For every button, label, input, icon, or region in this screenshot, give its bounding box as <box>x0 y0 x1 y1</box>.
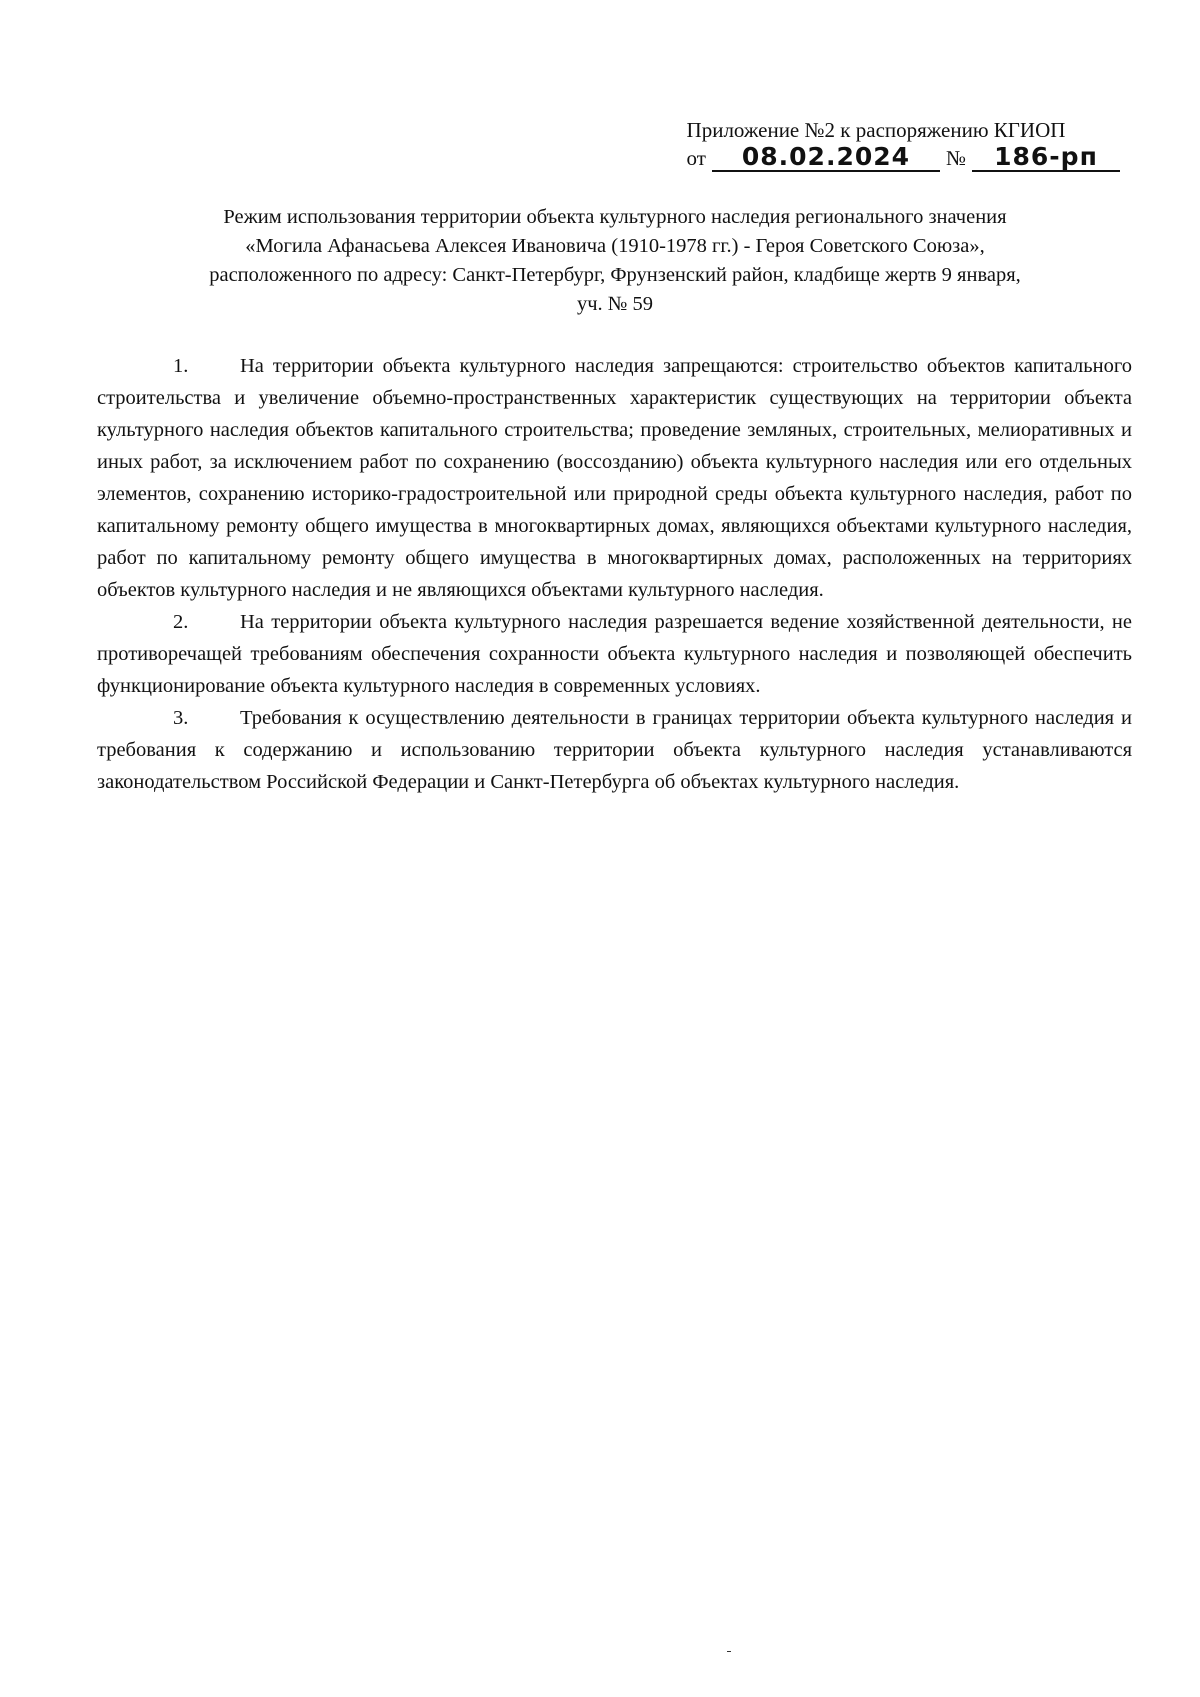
title-line-1: Режим использования территории объекта культурного наследия регионального значения <box>223 206 1007 228</box>
handwritten-date: 08.02.2024 <box>712 144 940 172</box>
number-label: № <box>945 146 966 170</box>
from-label: от <box>686 146 706 170</box>
appendix-caption: Приложение №2 к распоряжению КГИОП <box>686 118 1066 142</box>
paragraph-3 <box>97 702 1132 798</box>
document-header <box>687 116 1120 172</box>
document-body <box>97 350 1132 798</box>
paragraph-number: 3. <box>173 707 189 729</box>
paragraph-text: На территории объекта культурного наследия разрешается ведение хозяйственной деятельности, не противоречащей требованиям обеспечения сохранности объекта культурного наследия и позволяющей обеспечить функционирование объекта культурного наследия в современных условиях. <box>97 611 1132 697</box>
paragraph-2 <box>97 606 1132 702</box>
paragraph-text: Требования к осуществлению деятельности в границах территории объекта культурного наследия и требования к содержанию и использованию территории объекта культурного наследия устанавливаются законодательством Российской Федерации и Санкт-Петербурга об объектах культурного наследия. <box>97 707 1132 793</box>
document-title <box>100 203 1130 319</box>
title-line-3: расположенного по адресу: Санкт-Петербург, Фрунзенский район, кладбище жертв 9 января, <box>209 264 1021 286</box>
paragraph-1 <box>97 350 1132 606</box>
order-reference <box>687 144 1120 172</box>
scan-speck <box>727 1651 731 1652</box>
paragraph-number: 1. <box>173 355 189 377</box>
paragraph-text: На территории объекта культурного наследия запрещаются: строительство объектов капитального строительства и увеличение объемно-пространственных характеристик существующих на территории объекта культурного наследия объектов капитального строительства; проведение земляных, строительных, мелиоративных и иных работ, за исключением работ по сохранению (воссозданию) объекта культурного наследия или его отдельных элементов, сохранению историко-градостроительной или природной среды объекта культурного наследия, работ по капитальному ремонту общего имущества в многоквартирных домах, являющихся объектами культурного наследия, работ по капитальному ремонту общего имущества в многоквартирных домах, расположенных на территориях объектов культурного наследия и не являющихся объектами культурного наследия. <box>97 355 1132 601</box>
handwritten-order-number: 186-рп <box>972 144 1120 172</box>
title-line-4: уч. № 59 <box>577 293 653 315</box>
paragraph-number: 2. <box>173 611 189 633</box>
title-line-2: «Могила Афанасьева Алексея Ивановича (1910-1978 гг.) - Героя Советского Союза», <box>245 235 985 257</box>
